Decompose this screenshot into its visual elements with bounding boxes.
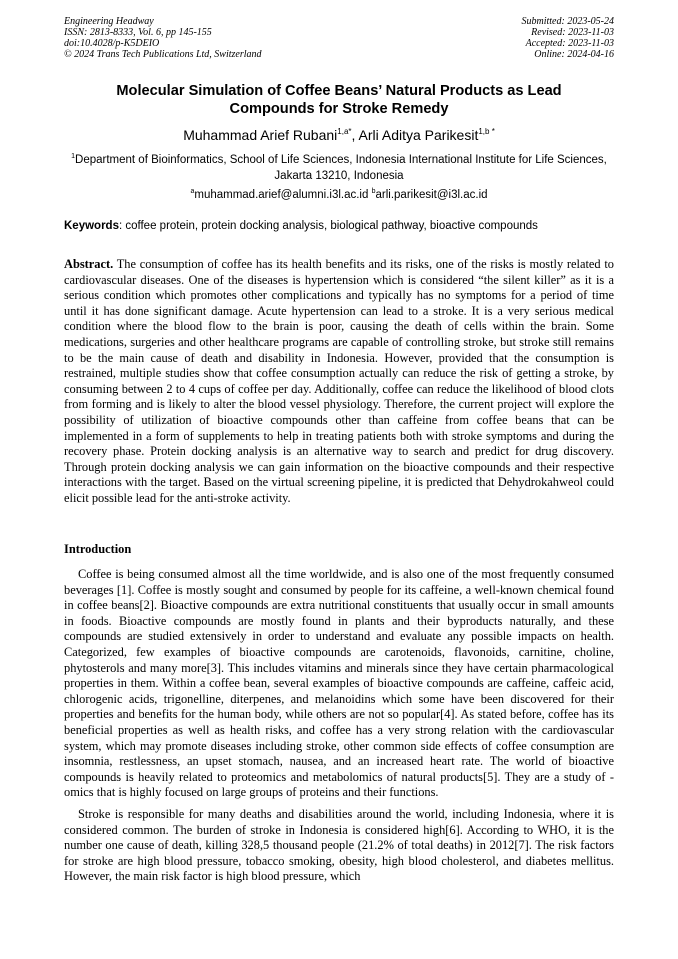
- section-heading: Introduction: [64, 542, 132, 556]
- author-separator: ,: [351, 127, 359, 143]
- author-name: Arli Aditya Parikesit: [358, 127, 479, 143]
- abstract-text: The consumption of coffee has its health benefits and its risks, one of the risks is mostly related to cardiovascular diseases. One of the diseases is hypertension which is considered “the silent killer” as it is a serious condition which promotes other complications and typically has no symptoms for a period of time until it has done significant damage. Acute hypertension can lead to a stroke. It is a very serious medical condition where the blood flow to the brain is poor, causing the death of cells within the brain. Some medications, surgeries and other healthcare programs are capable of controlling stroke, but stroke still remains to be the main cause of death and disability in Indonesia. However, provided that the consumption is restrained, multiple studies show that coffee consumption actually can reduce the risk of getting a stroke, by consuming between 2 to 4 cups of coffee per day. Additionally, coffee can reduce the likelihood of blood clots from forming and is likely to alter the blood vessel physiology. Therefore, the current project will explore the possibility of utilization of bioactive compounds other than caffeine from coffee beans that can be implemented in a form of supplements to help in treating patients both with stroke symptoms and during the recovery phase. Protein docking analysis is an alternative way to search and predict for drug discovery. Through protein docking analysis we can gain information on the bioactive compounds and their respective interactions with the target. Based on the virtual screening pipeline, it is predicted that Dehydrokahweol could elicit possible lead for the anti-stroke activity.: [64, 257, 614, 505]
- affiliation-text: Department of Bioinformatics, School of Life Sciences, Indonesia International Institute for Life Sciences, Jakarta 13210, Indonesia: [75, 154, 607, 182]
- author-list: [40, 123, 638, 144]
- author-affiliation-mark: 1,b *: [478, 127, 495, 136]
- introduction-body: [64, 567, 614, 885]
- author-emails: [40, 185, 638, 202]
- affiliation-mark: 1: [71, 153, 76, 160]
- paragraph: Coffee is being consumed almost all the time worldwide, and is also one of the most frequently consumed beverages [1]. Coffee is mostly sought and consumed by people for its caffeine, a well-known chemical found in coffee beans[2]. Bioactive compounds are extra nutritional constituents that usually occur in small amounts in foods. Bioactive compounds are mostly found in plants and their byproducts naturally, and these compounds are studied extensively in order to understand and evaluate any possible impacts on health. Categorized, few examples of bioactive compounds are carotenoids, flavonoids, carnitine, choline, phytosterols and many more[3]. This includes vitamins and minerals since they have certain pharmacological properties in them. Within a coffee bean, several examples of bioactive compounds are caffeine, caffeic acid, chlorogenic acids, trigonelline, diterpenes, and melanoidins which some have been discovered for their properties and benefits for the human body, while others are not so popular[4]. As stated before, coffee has its beneficial properties as well as health risks, and coffee has a very strong relation with the cardiovascular system, which may promote diseases including stroke, other common side effects of coffee consumption are insomnia, restlessness, an upset stomach, nausea, and an increased heart rate. The world of bioactive compounds is heavily related to proteomics and metabolomics of natural products[5]. They are a study of -omics that is highly focused on large groups of proteins and their functions.: [64, 567, 614, 800]
- email-mark: b: [371, 188, 376, 195]
- keywords-text: : coffee protein, protein docking analysis, biological pathway, bioactive compounds: [118, 220, 538, 232]
- email-mark: a: [190, 188, 195, 195]
- affiliation: [70, 149, 608, 184]
- journal-info: [64, 16, 262, 60]
- abstract-label: Abstract.: [64, 257, 114, 271]
- keywords-label: Keywords: [64, 220, 119, 232]
- paper-title: Molecular Simulation of Coffee Beans’ Natural Products as Lead Compounds for Stroke Remedy: [116, 83, 562, 117]
- journal-name: Engineering Headway: [64, 16, 154, 27]
- email-link[interactable]: arli.parikesit@i3l.ac.id: [375, 189, 488, 201]
- copyright-line: © 2024 Trans Tech Publications Ltd, Switzerland: [64, 49, 262, 60]
- paragraph: Stroke is responsible for many deaths and disabilities around the world, including Indonesia, where it is considered common. The burden of stroke in Indonesia is considered high[6]. According to WHO, it is the number one cause of death, killing 328,5 thousand people (21.2% of total deaths) in 2012[7]. The risk factors for stroke are high blood pressure, tobacco smoking, obesity, high blood cholesterol, and diabetes mellitus. However, the main risk factor is high blood pressure, which: [64, 806, 614, 884]
- author-name: Muhammad Arief Rubani: [183, 127, 338, 143]
- author-affiliation-mark: 1,a*: [337, 127, 352, 136]
- keywords: [64, 219, 614, 234]
- abstract: [64, 257, 614, 507]
- online-date: Online: 2024-04-16: [534, 49, 614, 60]
- submitted-date: Submitted: 2023-05-24: [521, 16, 614, 27]
- email-link[interactable]: muhammad.arief@alumni.i3l.ac.id: [194, 189, 369, 201]
- publication-dates: [522, 16, 615, 60]
- doi-link[interactable]: doi:10.4028/p-K5DEIO: [64, 38, 160, 49]
- revised-date: Revised: 2023-11-03: [531, 27, 614, 38]
- accepted-date: Accepted: 2023-11-03: [525, 38, 614, 49]
- issn-volume: ISSN: 2813-8333, Vol. 6, pp 145-155: [64, 27, 212, 38]
